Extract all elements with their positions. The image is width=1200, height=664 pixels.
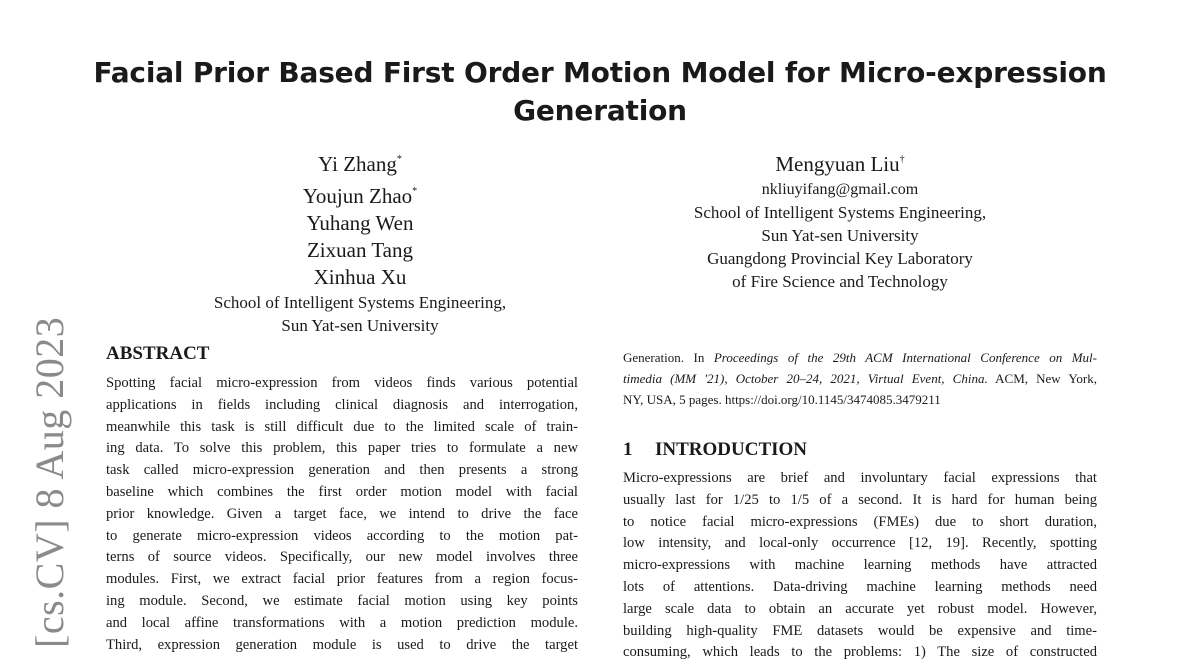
author-affiliation: School of Intelligent Systems Engineering, [213, 293, 507, 312]
author-block-right [640, 146, 1040, 293]
reference-line: Generation. In Proceedings of the 29th ACM International Conference on Mul- [623, 350, 1097, 365]
intro-line: low intensity, and local-only occurrence [12, 19]. Recently, spotting [623, 535, 1097, 552]
intro-line: to notice facial micro-expressions (FMEs) due to short duration, [623, 513, 1097, 530]
abstract-line: meanwhile this task is still difficult due to the limited scale of train- [106, 418, 578, 435]
right-column [623, 343, 1097, 664]
author-name: Xinhua Xu [313, 265, 407, 289]
author-affiliation: Sun Yat-sen University [281, 316, 439, 335]
abstract-column [106, 343, 578, 656]
abstract-line: task called micro-expression generation and then presents a strong [106, 462, 578, 479]
abstract-line: baseline which combines the first order motion model with facial [106, 483, 578, 500]
intro-line: large scale data to obtain an accurate yet robust model. However, [623, 600, 1097, 617]
abstract-line: terns of source videos. Specifically, our new model involves three [106, 549, 578, 566]
abstract-line: prior knowledge. Given a target face, we intend to drive the face [106, 505, 578, 522]
intro-line: lots of attentions. Data-driving machine learning methods need [623, 578, 1097, 595]
abstract-heading: ABSTRACT [106, 343, 210, 364]
abstract-line: modules. First, we extract facial prior features from a region focus- [106, 571, 578, 588]
abstract-line: applications in fields including clinical diagnosis and interrogation, [106, 396, 578, 413]
author-affiliation: Sun Yat-sen University [761, 226, 919, 245]
section-heading-introduction: 1 INTRODUCTION [623, 439, 808, 460]
author-name: Yuhang Wen [306, 211, 414, 235]
paper-title [80, 54, 1120, 130]
author-name: Youjun Zhao* [302, 184, 418, 208]
author-affiliation: Guangdong Provincial Key Laboratory [707, 249, 973, 268]
intro-line: building high-quality FME datasets would be expensive and time- [623, 622, 1097, 639]
reference-line: timedia (MM '21), October 20–24, 2021, Virtual Event, China. ACM, New York, [623, 371, 1098, 386]
abstract-line: Third, expression generation module is used to drive the target [106, 636, 578, 653]
author-name: Yi Zhang* [318, 152, 402, 176]
abstract-line: and local affine transformations with a motion prediction module. [106, 614, 578, 631]
intro-line: usually last for 1/25 to 1/5 of a second. It is hard for human being [623, 491, 1097, 508]
abstract-line: ing data. To solve this problem, this paper tries to formulate a new [106, 440, 578, 457]
abstract-line: ing module. Second, we estimate facial motion using key points [106, 592, 578, 609]
intro-line: consuming, which leads to the problems: 1) The size of constructed [623, 644, 1097, 661]
author-affiliation: of Fire Science and Technology [732, 272, 948, 291]
author-affiliation: School of Intelligent Systems Engineering, [693, 203, 987, 222]
acm-reference [623, 347, 1097, 410]
author-block-left [160, 146, 560, 337]
reference-line: NY, USA, 5 pages. https://doi.org/10.1145/3474085.3479211 [623, 392, 941, 407]
abstract-line: Spotting facial micro-expression from videos finds various potential [106, 375, 578, 391]
author-name: Zixuan Tang [306, 238, 414, 262]
intro-line: Micro-expressions are brief and involuntary facial expressions that [623, 470, 1097, 486]
intro-line: micro-expressions with machine learning methods have attracted [623, 557, 1097, 574]
author-email: nkliuyifang@gmail.com [761, 181, 919, 198]
title-line-2: Generation [513, 94, 687, 127]
title-line-1: Facial Prior Based First Order Motion Model for Micro-expression [93, 56, 1107, 89]
arxiv-stamp: [cs.CV] 8 Aug 2023 [27, 316, 72, 648]
abstract-line: to generate micro-expression videos according to the motion pat- [106, 527, 578, 544]
author-name: Mengyuan Liu† [775, 152, 905, 176]
